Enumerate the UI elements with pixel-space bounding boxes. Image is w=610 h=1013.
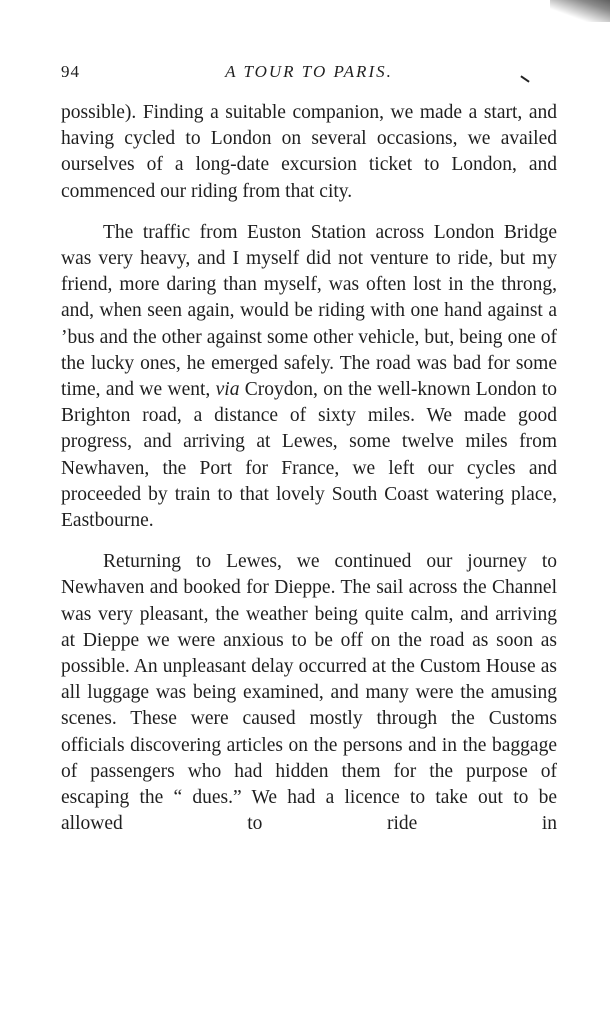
paragraph-2-text-after: Croydon, on the well-known London to Brighton road, a distance of sixty miles. We made good progress, and arriving at Lewes, some twelve miles from Newhaven, the Port for France, we left our cycles and proceeded by train to that lovely South Coast watering place, Eastbourne. — [61, 379, 557, 532]
paragraph-2 — [61, 220, 557, 534]
paragraph-gap — [61, 205, 557, 220]
page-body — [61, 100, 557, 837]
page-number: 94 — [61, 62, 80, 81]
paragraph-1 — [61, 100, 557, 205]
paragraph-2-italic: via — [215, 379, 240, 401]
paragraph-3-text: Returning to Lewes, we continued our journey to Newhaven and booked for Dieppe. The sail across the Channel was very pleasant, the weather being quite calm, and arriving at Dieppe we were anxious to be off on the road as soon as possible. An unpleasant delay occurred at the Custom House as all luggage was being examined, and many were the amusing scenes. These were caused mostly through the Customs officials discovering articles on the persons and in the baggage of passengers who had hidden them for the purpose of escaping the “ dues.” We had a licence to take out to be allowed to ride in — [61, 551, 557, 835]
paragraph-1-text: possible). Finding a suitable companion, we made a start, and having cycled to London on several occasions, we availed ourselves of a long-date excursion ticket to London, and commenced our riding from that city. — [61, 102, 557, 202]
paragraph-2-text-before: The traffic from Euston Station across London Bridge was very heavy, and I myself did not venture to ride, but my friend, more daring than myself, was often lost in the throng, and, when seen again, would be riding with one hand against a ’bus and the other against some other vehicle, but, being one of the lucky ones, he emerged safely. The road was bad for some time, and we went, — [61, 221, 557, 401]
paragraph-gap — [61, 534, 557, 549]
running-title: A TOUR TO PARIS. — [225, 62, 393, 81]
page-header — [61, 62, 557, 86]
scan-corner-shadow — [550, 0, 610, 22]
paragraph-3 — [61, 549, 557, 837]
